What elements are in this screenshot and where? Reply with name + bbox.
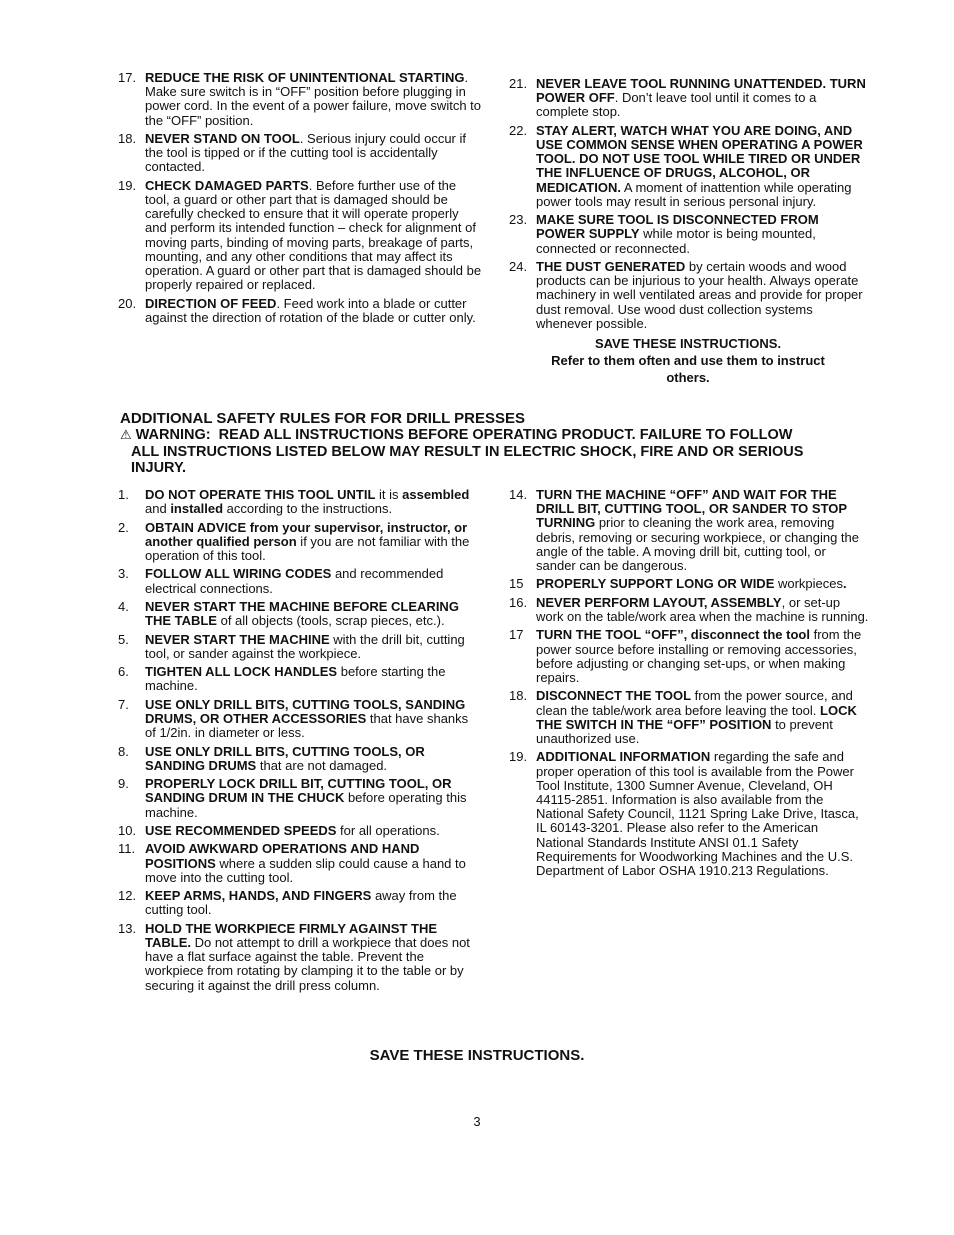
item-number: 6. <box>118 664 129 680</box>
item-text: . Make sure switch is in “OFF” position before plugging in power cord. In the event of a power failure, move switch to the “OFF” position. <box>145 70 482 128</box>
list-item <box>509 689 869 746</box>
warning-block <box>120 427 860 477</box>
section-title: ADDITIONAL SAFETY RULES FOR FOR DRILL PRESSES <box>120 410 526 427</box>
list-item <box>118 71 482 128</box>
warning-triangle-icon: ⚠ <box>120 427 132 442</box>
list-item <box>118 745 474 773</box>
item-text: if you are not familiar with the operation of this tool. <box>145 533 470 563</box>
item-heading: STAY ALERT, WATCH WHAT YOU ARE DOING, AND USE COMMON SENSE WHEN OPERATING A POWER TOOL. DO NOT USE TOOL WHILE TIRED OR UNDER THE INFLUENCE OF DRUGS, ALCOHOL, OR MEDICATION. <box>536 122 863 195</box>
item-heading: installed <box>170 501 224 517</box>
list-item <box>118 922 474 993</box>
item-heading: OBTAIN ADVICE from your supervisor, instructor, or another qualified person <box>145 519 468 549</box>
list-item <box>118 665 474 693</box>
list-item <box>118 179 482 293</box>
list-item <box>118 600 474 628</box>
item-text: . Before further use of the tool, a guard or other part that is damaged should be carefully checked to ensure that it will operate properly and perform its intended function – check for alignment of moving parts, binding of moving parts, breakage of parts, mounting, and any other conditions that may affect its operation. A guard or other part that is damaged should be properly repaired or replaced. <box>145 177 482 293</box>
item-number: 15 <box>509 576 524 592</box>
list-item <box>509 750 869 878</box>
item-heading: HOLD THE WORKPIECE FIRMLY AGAINST THE TABLE. <box>145 920 438 950</box>
item-text: by certain woods and wood products can be injurious to your health. Always operate machinery in well ventilated areas and provide for proper dust removal. Use wood dust collection systems whenever possible. <box>536 259 863 331</box>
item-text: from the power source before installing or removing accessories, before adjusting or changing set-ups, or when making repairs. <box>536 627 862 685</box>
item-heading: CHECK DAMAGED PARTS <box>145 177 309 193</box>
item-number: 14. <box>509 487 528 502</box>
item-heading: NEVER LEAVE TOOL RUNNING UNATTENDED. TURN POWER OFF <box>536 76 866 106</box>
top-save-line2: Refer to them often and use them to instruct others. <box>551 353 825 386</box>
item-text: and <box>145 501 171 517</box>
item-heading: NEVER STAND ON TOOL <box>145 131 300 146</box>
bottom-left-column <box>118 488 474 997</box>
warning-label: WARNING: <box>135 427 211 443</box>
item-number: 16. <box>509 594 528 610</box>
item-heading: DO NOT OPERATE THIS TOOL UNTIL <box>145 487 376 502</box>
list-item <box>118 297 482 325</box>
list-item <box>118 824 474 838</box>
item-number: 2. <box>118 519 129 535</box>
item-text: that are not damaged. <box>256 757 388 773</box>
item-heading: THE DUST GENERATED <box>536 259 686 274</box>
list-item <box>118 567 474 595</box>
item-heading: DISCONNECT THE TOOL <box>536 688 692 704</box>
bottom-right-column <box>509 488 869 882</box>
item-text: before starting the machine. <box>145 664 446 694</box>
item-number: 13. <box>118 920 137 936</box>
item-text: Do not attempt to drill a workpiece that does not have a flat surface against the table. Prevent the workpiece from rotating by clamping it to the table or by securing it against the drill press column. <box>145 934 470 993</box>
item-heading: NEVER START THE MACHINE <box>145 631 330 647</box>
item-heading: USE ONLY DRILL BITS, CUTTING TOOLS, SANDING DRUMS, OR OTHER ACCESSORIES <box>145 696 466 726</box>
item-heading: NEVER PERFORM LAYOUT, ASSEMBLY <box>536 594 782 610</box>
item-text: according to the instructions. <box>223 501 393 517</box>
item-heading: assembled <box>402 487 470 502</box>
item-heading: . <box>843 576 847 592</box>
item-text: where a sudden slip could cause a hand to move into the cutting tool. <box>145 855 466 885</box>
item-number: 23. <box>509 212 528 228</box>
item-heading: USE RECOMMENDED SPEEDS <box>145 822 337 838</box>
list-item <box>118 889 474 917</box>
item-number: 7. <box>118 696 129 712</box>
list-item <box>509 77 867 120</box>
warning-text: READ ALL INSTRUCTIONS BEFORE OPERATING PRODUCT. FAILURE TO FOLLOW <box>218 427 793 443</box>
item-number: 19. <box>118 177 137 193</box>
item-text: away from the cutting tool. <box>145 888 457 918</box>
item-heading: LOCK THE SWITCH IN THE “OFF” POSITION <box>536 702 857 732</box>
item-number: 22. <box>509 122 528 138</box>
item-heading: TIGHTEN ALL LOCK HANDLES <box>145 664 338 680</box>
warning-text-rest: ALL INSTRUCTIONS LISTED BELOW MAY RESULT IN ELECTRIC SHOCK, FIRE AND OR SERIOUS INJURY. <box>131 443 804 476</box>
item-heading: PROPERLY LOCK DRILL BIT, CUTTING TOOL, OR SANDING DRUM IN THE CHUCK <box>145 776 452 806</box>
list-item <box>509 628 869 685</box>
top-save-line1: SAVE THESE INSTRUCTIONS. <box>594 336 782 352</box>
item-number: 3. <box>118 566 129 582</box>
item-number: 20. <box>118 295 137 311</box>
list-item <box>118 777 474 820</box>
item-number: 11. <box>118 841 136 857</box>
top-save-block <box>509 335 867 386</box>
item-number: 1. <box>118 487 129 502</box>
list-item <box>118 698 474 741</box>
item-number: 24. <box>509 259 528 274</box>
item-text: . Serious injury could occur if the tool is tipped or if the cutting tool is accidentally contacted. <box>145 131 466 175</box>
item-text: . Feed work into a blade or cutter against the direction of rotation of the blade or cutter only. <box>145 295 476 325</box>
list-item <box>118 132 482 175</box>
item-heading: TURN THE MACHINE “OFF” AND WAIT FOR THE DRILL BIT, CUTTING TOOL, OR SANDER TO STOP TURNING <box>536 487 847 531</box>
item-number: 17 <box>509 627 524 643</box>
item-number: 12. <box>118 888 137 904</box>
list-item <box>509 488 869 573</box>
item-number: 18. <box>509 688 528 704</box>
item-heading: FOLLOW ALL WIRING CODES <box>145 566 332 582</box>
item-text: and recommended electrical connections. <box>145 566 444 596</box>
item-text: . Don’t leave tool until it comes to a complete stop. <box>536 90 817 120</box>
item-heading: MAKE SURE TOOL IS DISCONNECTED FROM POWER SUPPLY <box>536 212 819 242</box>
top-left-column <box>118 71 482 329</box>
top-right-column <box>509 77 867 386</box>
item-heading: USE ONLY DRILL BITS, CUTTING TOOLS, OR SANDING DRUMS <box>145 743 425 773</box>
item-text: to prevent unauthorized use. <box>536 716 833 746</box>
list-item <box>509 596 869 624</box>
item-text: regarding the safe and proper operation of this tool is available from the Power Tool Institute, 1300 Sumner Avenue, Cleveland, OH 44115-2851. Information is also available from the National Safety Council, 1121 Spring Lake Drive, Itasca, IL 60143-3201. Please also refer to the American National Standards Institute ANSI 01.1 Safety Requirements for Woodworking Machines and the U.S. Department of Labor OSHA 1910.213 Regulations. <box>536 749 859 879</box>
item-heading: TURN THE TOOL “OFF”, disconnect the tool <box>536 627 810 643</box>
bottom-right-list <box>509 488 869 878</box>
list-item <box>509 260 867 331</box>
top-left-list <box>118 71 482 325</box>
item-text: for all operations. <box>336 822 440 838</box>
item-text: with the drill bit, cutting tool, or sander against the workpiece. <box>145 631 465 661</box>
item-text: workpieces <box>774 576 844 592</box>
item-text: , or set-up work on the table/work area when the machine is running. <box>536 594 869 624</box>
footer-save-instructions: SAVE THESE INSTRUCTIONS. <box>369 1047 585 1064</box>
item-text: before operating this machine. <box>145 790 467 820</box>
item-text: prior to cleaning the work area, removing debris, removing or securing workpiece, or changing the angle of the table. A moving drill bit, cutting tool, or sander can be dangerous. <box>536 515 860 574</box>
item-number: 5. <box>118 631 129 647</box>
item-number: 8. <box>118 743 129 759</box>
item-text: it is <box>375 487 403 502</box>
item-number: 9. <box>118 776 129 792</box>
item-text: that have shanks of 1/2in. in diameter or less. <box>145 710 469 741</box>
item-heading: PROPERLY SUPPORT LONG OR WIDE <box>536 576 775 592</box>
item-heading: ADDITIONAL INFORMATION <box>536 749 711 765</box>
item-number: 4. <box>118 598 129 614</box>
page-number: 3 <box>473 1114 481 1129</box>
item-text: while motor is being mounted, connected or reconnected. <box>536 226 816 256</box>
item-heading: KEEP ARMS, HANDS, AND FINGERS <box>145 888 372 904</box>
item-text: A moment of inattention while operating power tools may result in serious personal injury. <box>536 179 852 209</box>
list-item <box>118 842 474 885</box>
list-item <box>118 488 474 516</box>
bottom-left-list <box>118 488 474 993</box>
item-number: 10. <box>118 822 137 838</box>
list-item <box>118 633 474 661</box>
item-number: 17. <box>118 70 137 85</box>
list-item <box>509 577 869 591</box>
item-heading: DIRECTION OF FEED <box>145 295 277 311</box>
list-item <box>509 213 867 256</box>
item-heading: NEVER START THE MACHINE BEFORE CLEARING THE TABLE <box>145 598 459 629</box>
top-right-list <box>509 77 867 331</box>
item-text: of all objects (tools, scrap pieces, etc.). <box>216 613 445 629</box>
item-text: from the power source, and clean the table/work area before leaving the tool. <box>536 688 853 718</box>
item-number: 18. <box>118 131 137 146</box>
item-number: 19. <box>509 749 528 765</box>
list-item <box>118 521 474 564</box>
item-number: 21. <box>509 76 528 91</box>
item-heading: AVOID AWKWARD OPERATIONS AND HAND POSITIONS <box>145 841 420 871</box>
item-heading: REDUCE THE RISK OF UNINTENTIONAL STARTING <box>145 70 465 85</box>
list-item <box>509 124 867 209</box>
